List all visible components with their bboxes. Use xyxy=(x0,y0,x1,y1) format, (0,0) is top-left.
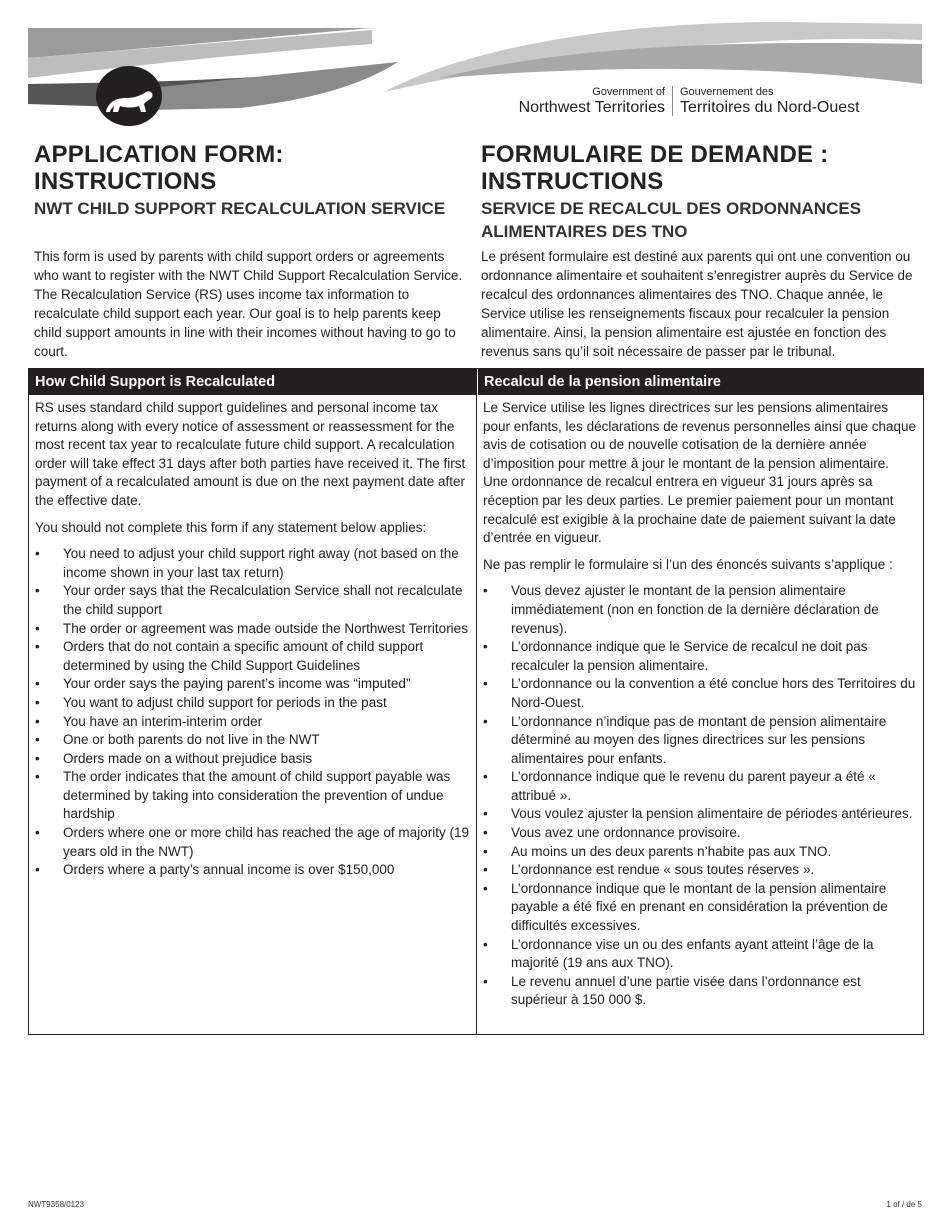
list-item: • L’ordonnance indique que le Service de recalcul ne doit pas recalculer la pension alimentaire. xyxy=(483,639,868,673)
exclusion-list-en xyxy=(35,545,471,880)
list-item: • L’ordonnance indique que le montant de la pension alimentaire payable a été fixé en prenant en considération la prévention de difficultés excessives. xyxy=(483,880,888,934)
list-item: • L’ordonnance ou la convention a été conclue hors des Territoires du Nord-Ouest. xyxy=(483,676,916,710)
title-block-en xyxy=(34,141,470,220)
recalc-paragraph-fr: Le Service utilise les lignes directrices sur les pensions alimentaires pour enfants, les déclarations de revenus personnelles ainsi que chaque avis de cotisation ou de nouvelle cotisation de la dernière année d’imposition pour mettre à jour le montant de la pension alimentaire. Une ordonnance de recalcul entrera en vigueur 31 jours après sa réception par les deux parties. Le premier paiement pour un montant recalculé est exigible à la prochaine date de paiement suivant la date d’entrée en vigueur. xyxy=(483,400,917,546)
intro-fr: Le présent formulaire est destiné aux parents qui ont une convention ou ordonnance alimentaire et souhaitent s’enregistrer auprès du Service de recalcul des ordonnances alimentaires des TNO. Chaque année, le Service utilise les renseignements fiscaux pour recalculer la pension alimentaire. Ainsi, la pension alimentaire est ajustée en fonction des revenus sans qu’il soit nécessaire de passer par le tribunal. xyxy=(481,249,913,359)
title-line2-en: INSTRUCTIONS xyxy=(34,168,217,195)
list-item: • Vous voulez ajuster la pension alimentaire de périodes antérieures. xyxy=(483,806,913,822)
column-divider xyxy=(476,395,477,1034)
government-name-fr xyxy=(680,86,860,117)
title-line2-fr: INSTRUCTIONS xyxy=(481,168,664,195)
list-item: • Le revenu annuel d’une partie visée dans l’ordonnance est supérieur à 150 000 $. xyxy=(483,973,861,1008)
title-block-fr xyxy=(481,141,921,243)
list-item: • Your order says that the Recalculation Service shall not recalculate the child support xyxy=(35,583,463,617)
list-item: • Your order says the paying parent’s income was “imputed” xyxy=(35,676,411,692)
title-line1-en: APPLICATION FORM: xyxy=(34,141,284,168)
list-item: • L’ordonnance vise un ou des enfants ayant atteint l’âge de la majorité (19 ans aux TNO). xyxy=(483,936,874,971)
list-item: • Orders where one or more child has reached the age of majority (19 years old in the NWT) xyxy=(35,825,469,859)
subtitle-en: NWT CHILD SUPPORT RECALCULATION SERVICE xyxy=(34,199,446,218)
recalculation-table xyxy=(28,368,924,1035)
section-body-en xyxy=(35,399,471,880)
section-heading-en: How Child Support is Recalculated xyxy=(29,369,477,395)
section-heading-fr: Recalcul de la pension alimentaire xyxy=(477,369,923,395)
list-item: • L’ordonnance n’indique pas de montant de pension alimentaire déterminé au moyen des lignes directrices sur les pensions alimentaires pour enfants. xyxy=(483,713,887,766)
list-item: • L’ordonnance est rendue « sous toutes réserves ». xyxy=(483,862,815,878)
form-code: NWT9358/0123 xyxy=(28,1200,85,1209)
list-item: • L’ordonnance indique que le revenu du parent payeur a été « attribué ». xyxy=(483,769,876,803)
section-body-fr xyxy=(483,399,917,1010)
list-item: • Orders made on a without prejudice basis xyxy=(35,750,313,766)
list-item: • You have an interim-interim order xyxy=(35,713,263,729)
list-item: • The order or agreement was made outside the Northwest Territories xyxy=(35,620,468,636)
gov-en-small: Government of xyxy=(592,86,665,98)
nwt-bear-logo xyxy=(96,66,162,126)
list-item: • The order indicates that the amount of child support payable was determined by taking into consideration the prevention of undue hardship xyxy=(35,769,451,822)
gov-fr-big: Territoires du Nord-Ouest xyxy=(680,98,860,116)
page-title-fr xyxy=(481,141,921,195)
list-item: • Vous avez une ordonnance provisoire. xyxy=(483,825,741,841)
list-item: • You need to adjust your child support right away (not based on the income shown in your last tax return) xyxy=(35,546,459,580)
list-item: • You want to adjust child support for periods in the past xyxy=(35,694,387,710)
list-item: • One or both parents do not live in the NWT xyxy=(35,732,320,748)
title-line1-fr: FORMULAIRE DE DEMANDE : xyxy=(481,141,829,168)
intro-en: This form is used by parents with child support orders or agreements who want to register with the NWT Child Support Recalculation Service. The Recalculation Service (RS) uses income tax information to recalculate child support each year. Our goal is to help parents keep child support amounts in line with their incomes without having to go to court. xyxy=(34,249,463,359)
list-item: • Au moins un des deux parents n’habite pas aux TNO. xyxy=(483,843,832,859)
subtitle-fr: SERVICE DE RECALCUL DES ORDONNANCES ALIMENTAIRES DES TNO xyxy=(481,199,862,241)
page-number: 1 of / de 5 xyxy=(886,1200,922,1209)
gov-fr-small: Gouvernement des xyxy=(680,86,774,98)
list-item: • Orders that do not contain a specific amount of child support determined by using the Child Support Guidelines xyxy=(35,639,424,673)
recalc-paragraph-en: RS uses standard child support guidelines and personal income tax returns along with every notice of assessment or reassessment for the most recent tax year to recalculate future child support. A recalculation order will take effect 31 days after both parties have received it. The first payment of a recalculated amount is due on the next payment date after the effective date. xyxy=(35,400,466,508)
list-item: • Vous devez ajuster le montant de la pension alimentaire immédiatement (non en fonction de la dernière déclaration de revenus). xyxy=(483,583,879,636)
page-title-en xyxy=(34,141,470,195)
exclusion-list-fr xyxy=(483,582,917,1010)
list-item: • Orders where a party’s annual income is over $150,000 xyxy=(35,862,395,878)
gov-en-big: Northwest Territories xyxy=(518,98,665,116)
not-complete-paragraph-fr: Ne pas remplir le formulaire si l’un des énoncés suivants s’applique : xyxy=(483,556,893,572)
gov-separator xyxy=(672,86,673,116)
not-complete-paragraph-en: You should not complete this form if any statement below applies: xyxy=(35,519,427,535)
government-name-en xyxy=(500,86,665,117)
